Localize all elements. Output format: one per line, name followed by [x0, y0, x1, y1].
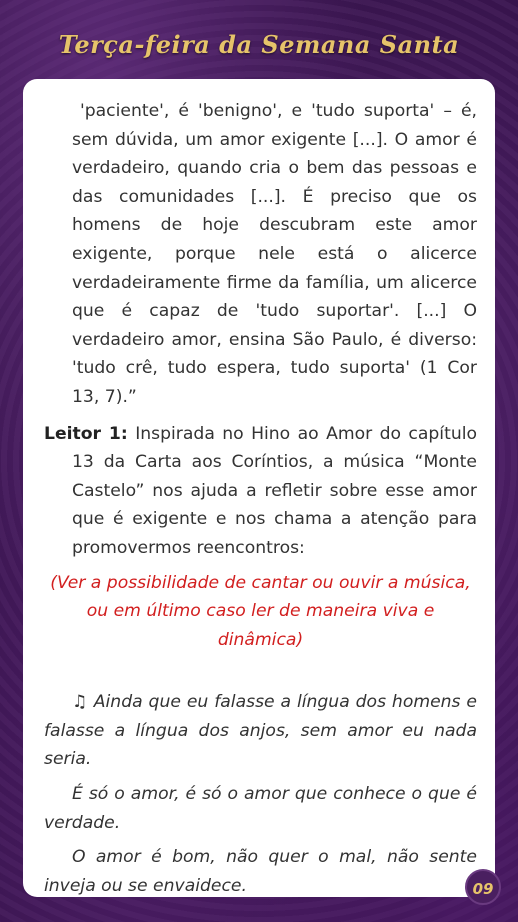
- leitor-text: Inspirada no Hino ao Amor do capítulo 13 da Carta aos Coríntios, a música “Monte Castelo” nos ajuda a refletir sobre esse amor que é exigente e nos chama a atenção para promovermos reencontros:: [72, 423, 477, 558]
- leitor-paragraph: [44, 420, 477, 563]
- instruction-text: (Ver a possibilidade de cantar ou ouvir a música, ou em último caso ler de maneira viva e dinâmica): [50, 572, 471, 650]
- text-content: [44, 97, 477, 900]
- page-number-badge: 09: [465, 869, 501, 905]
- song-lyric-1: ♫ Ainda que eu falasse a língua dos homens e falasse a língua dos anjos, sem amor eu nada seria.: [44, 692, 477, 770]
- song-lyric-2: É só o amor, é só o amor que conhece o que é verdade.: [44, 784, 477, 833]
- page-title: Terça-feira da Semana Santa: [58, 30, 460, 59]
- content-card: [23, 79, 495, 897]
- quote-paragraph: 'paciente', é 'benigno', e 'tudo suporta' – é, sem dúvida, um amor exigente [...]. O amor é verdadeiro, quando cria o bem das pessoas e das comunidades [...]. É preciso que os homens de hoje descubram este amor exigente, porque nele está o alicerce verdadeiramente firme da família, um alicerce que é capaz de 'tudo suportar'. [...] O verdadeiro amor, ensina São Paulo, é diverso: 'tudo crê, tudo espera, tudo suporta' (1 Cor 13, 7).”: [72, 101, 477, 407]
- leitor-label: Leitor 1:: [44, 423, 128, 444]
- song-lyric-3: O amor é bom, não quer o mal, não sente inveja ou se envaidece.: [44, 847, 477, 896]
